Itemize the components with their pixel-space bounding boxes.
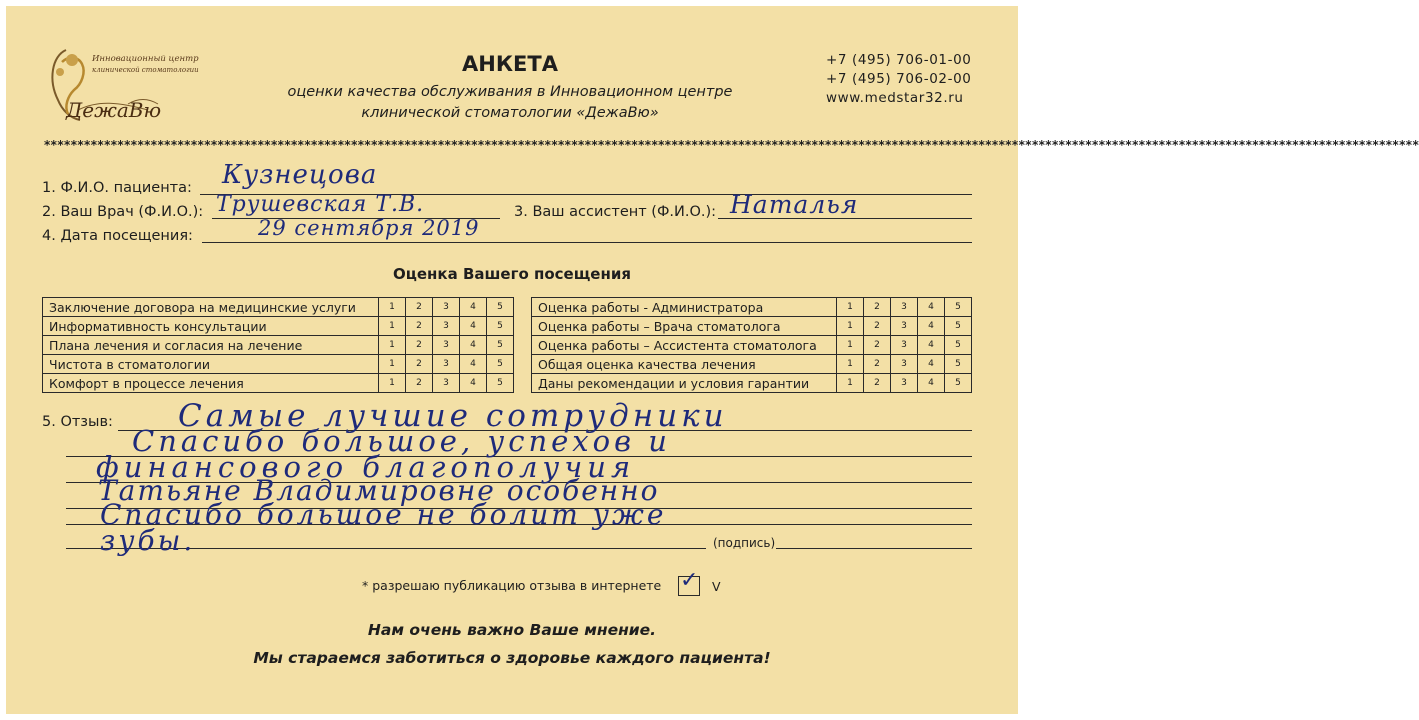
footer-line-1: Нам очень важно Ваше мнение. xyxy=(367,621,657,639)
score-2[interactable]: 2 xyxy=(406,317,433,336)
score-3[interactable]: 3 xyxy=(891,298,918,317)
score-1[interactable]: 1 xyxy=(379,355,406,374)
review-label: 5. Отзыв: xyxy=(42,414,113,430)
check-mark-icon: ✓ xyxy=(680,568,699,593)
doctor-value: Трушевская Т.В. xyxy=(216,192,425,217)
review-text-3: финансового благополучия xyxy=(96,450,636,484)
score-5[interactable]: 5 xyxy=(945,355,972,374)
score-5[interactable]: 5 xyxy=(487,336,514,355)
criterion-label: Комфорт в процессе лечения xyxy=(43,374,379,393)
score-3[interactable]: 3 xyxy=(891,374,918,393)
rating-section-title: Оценка Вашего посещения xyxy=(393,265,631,283)
consent-mark: V xyxy=(712,579,721,594)
review-text-4: Татьяне Владимировне особенно xyxy=(98,474,660,507)
table-row xyxy=(532,317,972,336)
score-5[interactable]: 5 xyxy=(945,298,972,317)
publish-consent-label: * разрешаю публикацию отзыва в интернете xyxy=(362,578,662,593)
score-1[interactable]: 1 xyxy=(379,298,406,317)
criterion-label: Чистота в стоматологии xyxy=(43,355,379,374)
score-3[interactable]: 3 xyxy=(433,317,460,336)
subtitle-line2: клинической стоматологии «ДежаВю» xyxy=(361,105,659,121)
score-2[interactable]: 2 xyxy=(406,336,433,355)
table-row xyxy=(43,336,514,355)
date-underline xyxy=(202,242,972,243)
assistant-label: 3. Ваш ассистент (Ф.И.О.): xyxy=(514,204,717,220)
score-4[interactable]: 4 xyxy=(460,298,487,317)
score-3[interactable]: 3 xyxy=(433,298,460,317)
score-4[interactable]: 4 xyxy=(918,374,945,393)
score-2[interactable]: 2 xyxy=(864,298,891,317)
score-3[interactable]: 3 xyxy=(891,355,918,374)
criterion-label: Оценка работы – Ассистента стоматолога xyxy=(532,336,837,355)
score-5[interactable]: 5 xyxy=(945,336,972,355)
form-subtitle xyxy=(200,82,820,124)
table-row xyxy=(532,336,972,355)
table-row xyxy=(532,374,972,393)
form-title: АНКЕТА xyxy=(462,52,558,76)
score-1[interactable]: 1 xyxy=(379,336,406,355)
score-4[interactable]: 4 xyxy=(918,336,945,355)
rating-table-left xyxy=(42,297,514,393)
table-row xyxy=(43,298,514,317)
signature-line xyxy=(776,548,972,549)
table-row xyxy=(43,355,514,374)
criterion-label: Оценка работы - Администратора xyxy=(532,298,837,317)
score-5[interactable]: 5 xyxy=(487,374,514,393)
score-3[interactable]: 3 xyxy=(891,336,918,355)
score-2[interactable]: 2 xyxy=(864,317,891,336)
score-4[interactable]: 4 xyxy=(460,336,487,355)
score-2[interactable]: 2 xyxy=(864,355,891,374)
phone-2: +7 (495) 706-02-00 xyxy=(826,71,972,87)
logo-name: ДежаВю xyxy=(66,98,162,122)
score-2[interactable]: 2 xyxy=(864,336,891,355)
contacts-block xyxy=(826,51,971,108)
subtitle-line1: оценки качества обслуживания в Инновационном центре xyxy=(287,84,733,100)
score-1[interactable]: 1 xyxy=(379,317,406,336)
score-3[interactable]: 3 xyxy=(433,336,460,355)
score-3[interactable]: 3 xyxy=(433,355,460,374)
logo-text-line2: клинической стоматологии xyxy=(92,66,199,74)
score-1[interactable]: 1 xyxy=(837,298,864,317)
signature-label: (подпись) xyxy=(713,536,776,550)
score-1[interactable]: 1 xyxy=(837,317,864,336)
criterion-label: Общая оценка качества лечения xyxy=(532,355,837,374)
review-text-5: Спасибо большое не болит уже xyxy=(100,498,667,531)
rating-table-right xyxy=(531,297,972,393)
logo-text-line1: Инновационный центр xyxy=(92,54,199,64)
date-value: 29 сентября 2019 xyxy=(258,216,480,240)
score-4[interactable]: 4 xyxy=(460,317,487,336)
review-text-1: Самые лучшие сотрудники xyxy=(178,398,728,434)
table-row xyxy=(43,374,514,393)
assistant-value: Наталья xyxy=(730,190,859,219)
score-4[interactable]: 4 xyxy=(918,355,945,374)
table-row xyxy=(532,298,972,317)
table-row xyxy=(43,317,514,336)
patient-value: Кузнецова xyxy=(222,160,378,190)
footer-line-2: Мы стараемся заботиться о здоровье каждого пациента! xyxy=(253,649,771,667)
phone-1: +7 (495) 706-01-00 xyxy=(826,52,972,68)
score-5[interactable]: 5 xyxy=(487,298,514,317)
score-4[interactable]: 4 xyxy=(460,355,487,374)
criterion-label: Плана лечения и согласия на лечение xyxy=(43,336,379,355)
score-1[interactable]: 1 xyxy=(837,336,864,355)
patient-label: 1. Ф.И.О. пациента: xyxy=(42,180,192,196)
criterion-label: Оценка работы – Врача стоматолога xyxy=(532,317,837,336)
score-4[interactable]: 4 xyxy=(918,317,945,336)
doctor-label: 2. Ваш Врач (Ф.И.О.): xyxy=(42,204,204,220)
date-label: 4. Дата посещения: xyxy=(42,228,193,244)
score-5[interactable]: 5 xyxy=(487,355,514,374)
score-1[interactable]: 1 xyxy=(837,374,864,393)
star-divider: ************************************************************************************************************************************************************************************************************** xyxy=(44,138,1419,152)
score-2[interactable]: 2 xyxy=(406,298,433,317)
review-text-6: зубы. xyxy=(100,524,196,557)
website: www.medstar32.ru xyxy=(826,90,964,106)
criterion-label: Даны рекомендации и условия гарантии xyxy=(532,374,837,393)
score-5[interactable]: 5 xyxy=(945,317,972,336)
score-5[interactable]: 5 xyxy=(945,374,972,393)
score-5[interactable]: 5 xyxy=(487,317,514,336)
score-2[interactable]: 2 xyxy=(406,374,433,393)
score-4[interactable]: 4 xyxy=(460,374,487,393)
score-2[interactable]: 2 xyxy=(406,355,433,374)
score-3[interactable]: 3 xyxy=(433,374,460,393)
score-4[interactable]: 4 xyxy=(918,298,945,317)
criterion-label: Заключение договора на медицинские услуги xyxy=(43,298,379,317)
criterion-label: Информативность консультации xyxy=(43,317,379,336)
score-1[interactable]: 1 xyxy=(837,355,864,374)
score-2[interactable]: 2 xyxy=(864,374,891,393)
table-row xyxy=(532,355,972,374)
score-3[interactable]: 3 xyxy=(891,317,918,336)
score-1[interactable]: 1 xyxy=(379,374,406,393)
review-text-2: Спасибо большое, успехов и xyxy=(132,424,671,458)
